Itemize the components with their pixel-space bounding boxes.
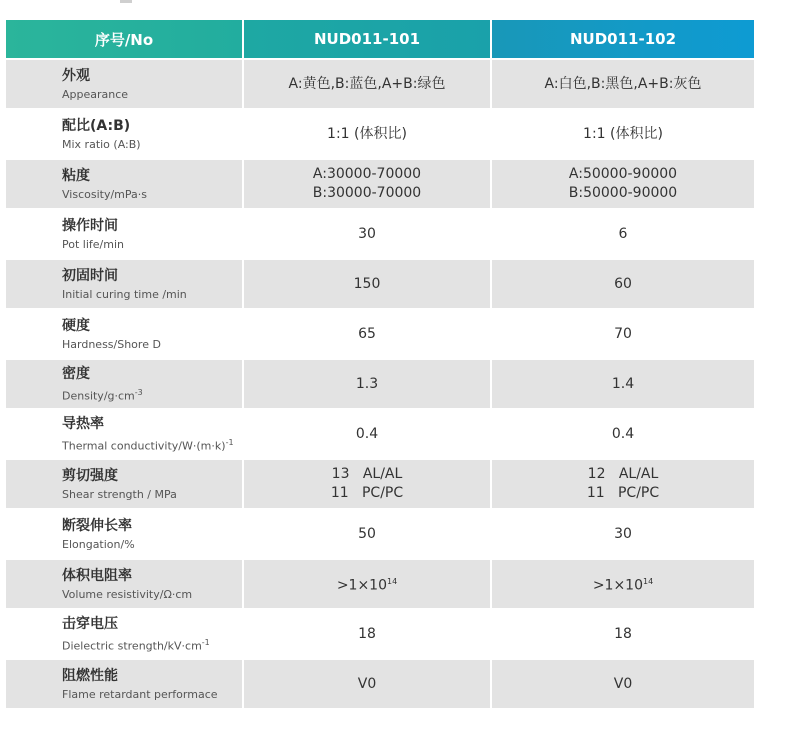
value-text: 70 — [614, 325, 632, 342]
unit-exponent: -1 — [225, 437, 234, 447]
property-label-cell — [6, 210, 242, 258]
value-cell-nud011-102 — [492, 510, 754, 558]
property-name-en — [62, 187, 242, 202]
value-text: 1:1 (体积比) — [583, 125, 663, 142]
property-name-zh: 击穿电压 — [62, 615, 118, 632]
value-cell-nud011-102 — [492, 160, 754, 208]
property-name-en — [62, 635, 242, 654]
value-text: 0.4 — [355, 425, 379, 442]
value-text: 11 PC/PC — [586, 485, 660, 501]
value-text: 12 AL/AL — [587, 466, 659, 482]
value-line — [244, 225, 490, 244]
value-text: V0 — [357, 675, 377, 692]
value-text: B:30000-70000 — [312, 185, 422, 201]
property-name-en-text: Initial curing time /min — [62, 287, 187, 301]
value-line — [244, 165, 490, 184]
value-cell-nud011-102 — [492, 660, 754, 708]
value-text: 18 — [358, 625, 376, 642]
value-cell-nud011-102 — [492, 560, 754, 608]
property-name-en-text: Dielectric strength/kV·cm — [62, 639, 202, 653]
property-name-zh: 体积电阻率 — [62, 567, 132, 584]
spec-table — [4, 18, 756, 710]
property-name-en-text: Pot life/min — [62, 237, 124, 251]
value-text: A:白色,B:黑色,A+B:灰色 — [544, 75, 702, 92]
value-text: 11 PC/PC — [330, 485, 404, 501]
value-text: B:50000-90000 — [568, 185, 678, 201]
value-line — [492, 375, 754, 394]
value-line — [492, 125, 754, 144]
property-label-cell — [6, 660, 242, 708]
value-cell-nud011-102 — [492, 110, 754, 158]
property-name-en — [62, 337, 242, 352]
value-cell-nud011-101 — [244, 560, 490, 608]
property-label-cell — [6, 110, 242, 158]
table-header-row — [6, 20, 754, 58]
value-text: 13 AL/AL — [331, 466, 403, 482]
property-label-cell — [6, 460, 242, 508]
value-cell-nud011-101 — [244, 310, 490, 358]
value-cell-nud011-102 — [492, 360, 754, 408]
property-name-en-text: Viscosity/mPa·s — [62, 187, 147, 201]
value-line — [492, 484, 754, 503]
value-line — [492, 572, 754, 596]
value-line — [492, 325, 754, 344]
value-cell-nud011-102 — [492, 460, 754, 508]
value-text: 0.4 — [611, 425, 635, 442]
property-name-en — [62, 287, 242, 302]
value-cell-nud011-101 — [244, 260, 490, 308]
value-text: 50 — [358, 525, 376, 542]
property-label-cell — [6, 510, 242, 558]
value-cell-nud011-101 — [244, 160, 490, 208]
table-row — [6, 260, 754, 308]
property-name-en — [62, 385, 242, 404]
table-row — [6, 60, 754, 108]
property-name-en-text: Appearance — [62, 87, 129, 101]
value-line — [244, 125, 490, 144]
value-text: 6 — [618, 225, 628, 242]
value-line — [492, 465, 754, 484]
property-label-cell — [6, 560, 242, 608]
value-cell-nud011-101 — [244, 110, 490, 158]
value-line — [244, 184, 490, 203]
value-cell-nud011-102 — [492, 210, 754, 258]
value-line — [244, 465, 490, 484]
value-line — [244, 625, 490, 644]
table-row — [6, 560, 754, 608]
property-name-en-text: Volume resistivity/Ω·cm — [62, 587, 193, 601]
value-line — [244, 375, 490, 394]
value-exponent: 14 — [643, 577, 654, 587]
table-row — [6, 510, 754, 558]
property-name-en — [62, 237, 242, 252]
value-line — [492, 675, 754, 694]
value-cell-nud011-101 — [244, 60, 490, 108]
table-row — [6, 360, 754, 408]
value-text: 30 — [614, 525, 632, 542]
property-name-en-text: Hardness/Shore D — [62, 337, 161, 351]
value-line — [244, 275, 490, 294]
value-cell-nud011-101 — [244, 410, 490, 458]
unit-exponent: -3 — [134, 387, 143, 397]
value-text: A:黄色,B:蓝色,A+B:绿色 — [288, 75, 446, 92]
property-name-en-text: Shear strength / MPa — [62, 487, 177, 501]
top-edge-artifact — [120, 0, 132, 3]
property-name-zh: 密度 — [62, 365, 90, 382]
property-name-en — [62, 137, 242, 152]
property-name-zh: 导热率 — [62, 415, 104, 432]
table-row — [6, 310, 754, 358]
property-label-cell — [6, 410, 242, 458]
value-text: >1×10 — [592, 577, 643, 594]
property-name-zh: 剪切强度 — [62, 467, 118, 484]
value-cell-nud011-102 — [492, 260, 754, 308]
property-name-zh: 断裂伸长率 — [62, 517, 132, 534]
property-name-en — [62, 537, 242, 552]
table-row — [6, 210, 754, 258]
value-line — [492, 425, 754, 444]
value-line — [244, 75, 490, 94]
table-row — [6, 610, 754, 658]
value-cell-nud011-102 — [492, 410, 754, 458]
property-label-cell — [6, 160, 242, 208]
value-text: A:50000-90000 — [568, 166, 678, 182]
value-line — [492, 225, 754, 244]
value-line — [244, 425, 490, 444]
value-line — [492, 625, 754, 644]
header-nud011-102: NUD011-102 — [492, 20, 754, 58]
property-name-en — [62, 487, 242, 502]
value-text: V0 — [613, 675, 633, 692]
header-nud011-101: NUD011-101 — [244, 20, 490, 58]
table-row — [6, 660, 754, 708]
value-text: 1:1 (体积比) — [327, 125, 407, 142]
value-line — [244, 525, 490, 544]
table-body — [6, 60, 754, 708]
header-no: 序号/No — [6, 20, 242, 58]
property-name-zh: 硬度 — [62, 317, 90, 334]
property-name-en — [62, 435, 242, 454]
value-text: 60 — [614, 275, 632, 292]
value-text: 1.3 — [355, 375, 379, 392]
property-label-cell — [6, 60, 242, 108]
property-label-cell — [6, 360, 242, 408]
value-cell-nud011-101 — [244, 210, 490, 258]
property-name-en — [62, 687, 242, 702]
value-line — [492, 275, 754, 294]
property-name-zh: 初固时间 — [62, 267, 118, 284]
property-name-en — [62, 587, 242, 602]
value-cell-nud011-101 — [244, 460, 490, 508]
value-line — [244, 572, 490, 596]
property-name-en — [62, 87, 242, 102]
property-name-zh: 配比(A:B) — [62, 117, 131, 134]
value-cell-nud011-102 — [492, 60, 754, 108]
value-text: >1×10 — [336, 577, 387, 594]
property-name-en-text: Flame retardant performace — [62, 687, 218, 701]
table-row — [6, 110, 754, 158]
value-line — [492, 184, 754, 203]
value-text: 65 — [358, 325, 376, 342]
property-name-zh: 外观 — [62, 67, 90, 84]
table-row — [6, 460, 754, 508]
value-line — [244, 675, 490, 694]
value-cell-nud011-101 — [244, 660, 490, 708]
value-cell-nud011-101 — [244, 360, 490, 408]
value-exponent: 14 — [387, 577, 398, 587]
value-line — [492, 165, 754, 184]
property-name-en-text: Thermal conductivity/W·(m·k) — [62, 439, 226, 453]
property-name-zh: 操作时间 — [62, 217, 118, 234]
value-cell-nud011-102 — [492, 310, 754, 358]
value-line — [492, 525, 754, 544]
property-name-en-text: Elongation/% — [62, 537, 135, 551]
property-name-en-text: Mix ratio (A:B) — [62, 137, 141, 151]
property-label-cell — [6, 310, 242, 358]
property-label-cell — [6, 260, 242, 308]
unit-exponent: -1 — [201, 637, 210, 647]
value-cell-nud011-102 — [492, 610, 754, 658]
value-cell-nud011-101 — [244, 610, 490, 658]
value-text: 150 — [353, 275, 381, 292]
value-text: 1.4 — [611, 375, 635, 392]
value-cell-nud011-101 — [244, 510, 490, 558]
value-line — [492, 75, 754, 94]
property-name-en-text: Density/g·cm — [62, 389, 135, 403]
property-label-cell — [6, 610, 242, 658]
value-text: 18 — [614, 625, 632, 642]
value-line — [244, 484, 490, 503]
value-line — [244, 325, 490, 344]
table-row — [6, 410, 754, 458]
property-name-zh: 粘度 — [62, 167, 90, 184]
value-text: 30 — [358, 225, 376, 242]
table-row — [6, 160, 754, 208]
value-text: A:30000-70000 — [312, 166, 422, 182]
property-name-zh: 阻燃性能 — [62, 667, 118, 684]
